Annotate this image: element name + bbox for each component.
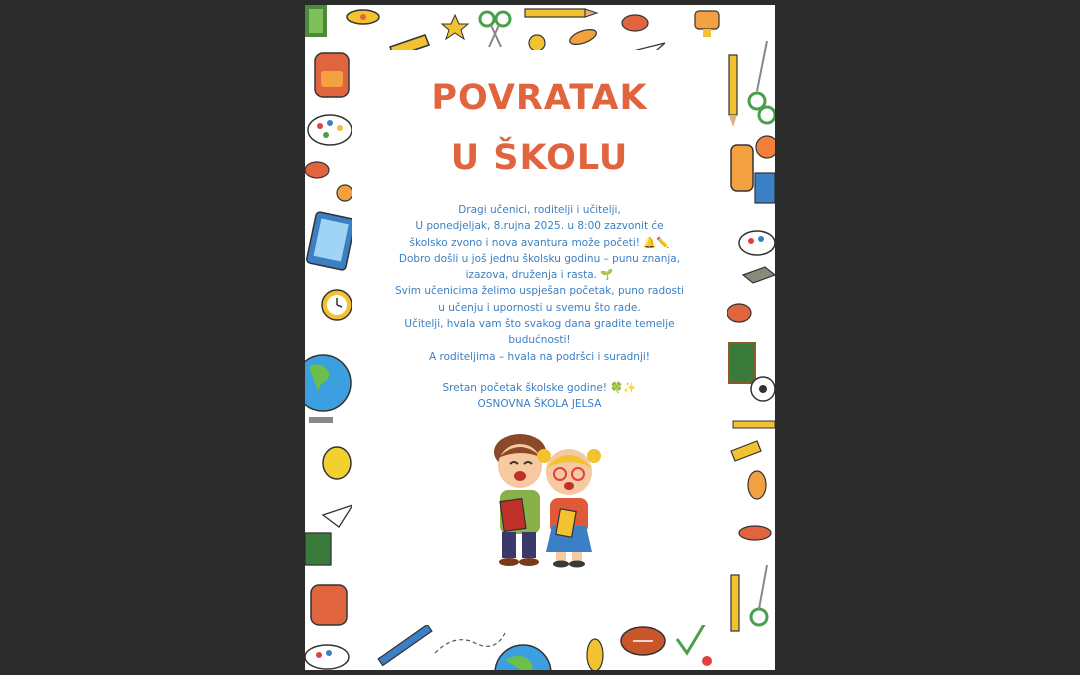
soccer-ball-icon bbox=[751, 377, 775, 401]
welcome-message bbox=[352, 202, 727, 365]
message-line: izazova, druženja i rasta. 🌱 bbox=[465, 269, 614, 282]
message-line: Dragi učenici, roditelji i učitelji, bbox=[458, 204, 621, 216]
message-line: Učitelji, hvala vam što svakog dana gradite temelje bbox=[404, 318, 675, 331]
leaf-icon bbox=[727, 304, 751, 322]
rocket-icon bbox=[587, 639, 603, 670]
alarm-clock-icon bbox=[322, 290, 352, 320]
backpack-icon bbox=[315, 53, 349, 97]
poster-page bbox=[305, 5, 775, 670]
message-line: U ponedjeljak, 8.rujna 2025. u 8:00 zazvonit će bbox=[415, 220, 664, 233]
message-panel bbox=[352, 50, 727, 625]
scissors-icon bbox=[749, 41, 775, 123]
pencil-icon bbox=[733, 421, 775, 428]
heart-icon bbox=[702, 656, 712, 666]
chalkboard-icon bbox=[729, 343, 755, 383]
poster-title-line2: U ŠKOLU bbox=[450, 138, 629, 178]
paint-palette-icon bbox=[305, 645, 349, 669]
pencil-icon bbox=[525, 9, 597, 17]
rocket-icon bbox=[739, 526, 771, 540]
paper-plane-icon bbox=[323, 505, 353, 527]
apple-icon bbox=[337, 185, 353, 201]
pencil-icon bbox=[731, 575, 739, 631]
scissors-icon bbox=[480, 12, 510, 47]
school-name: OSNOVNA ŠKOLA JELSA bbox=[477, 398, 602, 410]
poster-title-line1: POVRATAK bbox=[431, 78, 648, 118]
message-line: A roditeljima – hvala na podršci i suradnji! bbox=[428, 350, 650, 363]
leaf-icon bbox=[622, 15, 648, 31]
leaf-icon bbox=[305, 162, 329, 178]
pen-icon bbox=[378, 625, 432, 666]
backpack-icon bbox=[731, 145, 753, 191]
pear-icon bbox=[323, 447, 351, 479]
trophy-icon bbox=[695, 11, 719, 37]
ruler-icon bbox=[731, 441, 761, 461]
book-icon bbox=[755, 173, 775, 203]
notebook-icon bbox=[305, 5, 327, 37]
tablet-icon bbox=[306, 211, 356, 270]
signature-block bbox=[352, 380, 727, 412]
two-kids-with-books-illustration bbox=[472, 430, 612, 570]
star-icon bbox=[442, 15, 468, 39]
apple-icon bbox=[529, 35, 545, 51]
basketball-icon bbox=[756, 136, 775, 158]
check-mark-icon bbox=[677, 623, 705, 653]
message-line: školsko zvono i nova avantura može početi! 🔔✏️ bbox=[409, 236, 670, 249]
leaf-icon bbox=[568, 27, 598, 48]
graduation-cap-icon bbox=[743, 267, 775, 283]
scissors-icon bbox=[751, 565, 767, 625]
leaf-icon bbox=[748, 471, 766, 499]
book-icon bbox=[305, 533, 331, 565]
football-icon bbox=[621, 627, 665, 655]
message-line: budućnosti! bbox=[508, 334, 571, 347]
message-line: Dobro došli u još jednu školsku godinu – punu znanja, bbox=[398, 252, 681, 265]
globe-icon bbox=[495, 645, 551, 670]
palette-icon bbox=[308, 115, 352, 145]
pencil-icon bbox=[729, 55, 737, 127]
message-line: Svim učenicima želimo uspješan početak, puno radosti bbox=[394, 285, 685, 298]
closing-wish: Sretan početak školske godine! 🍀✨ bbox=[442, 382, 637, 394]
rocket-icon bbox=[347, 10, 379, 24]
dashed-path-icon bbox=[435, 633, 505, 653]
globe-icon bbox=[305, 355, 351, 423]
backpack-icon bbox=[311, 585, 347, 625]
palette-icon bbox=[739, 231, 775, 255]
message-line: u učenju i upornosti u svemu što rade. bbox=[438, 301, 641, 314]
girl-figure bbox=[537, 449, 601, 568]
